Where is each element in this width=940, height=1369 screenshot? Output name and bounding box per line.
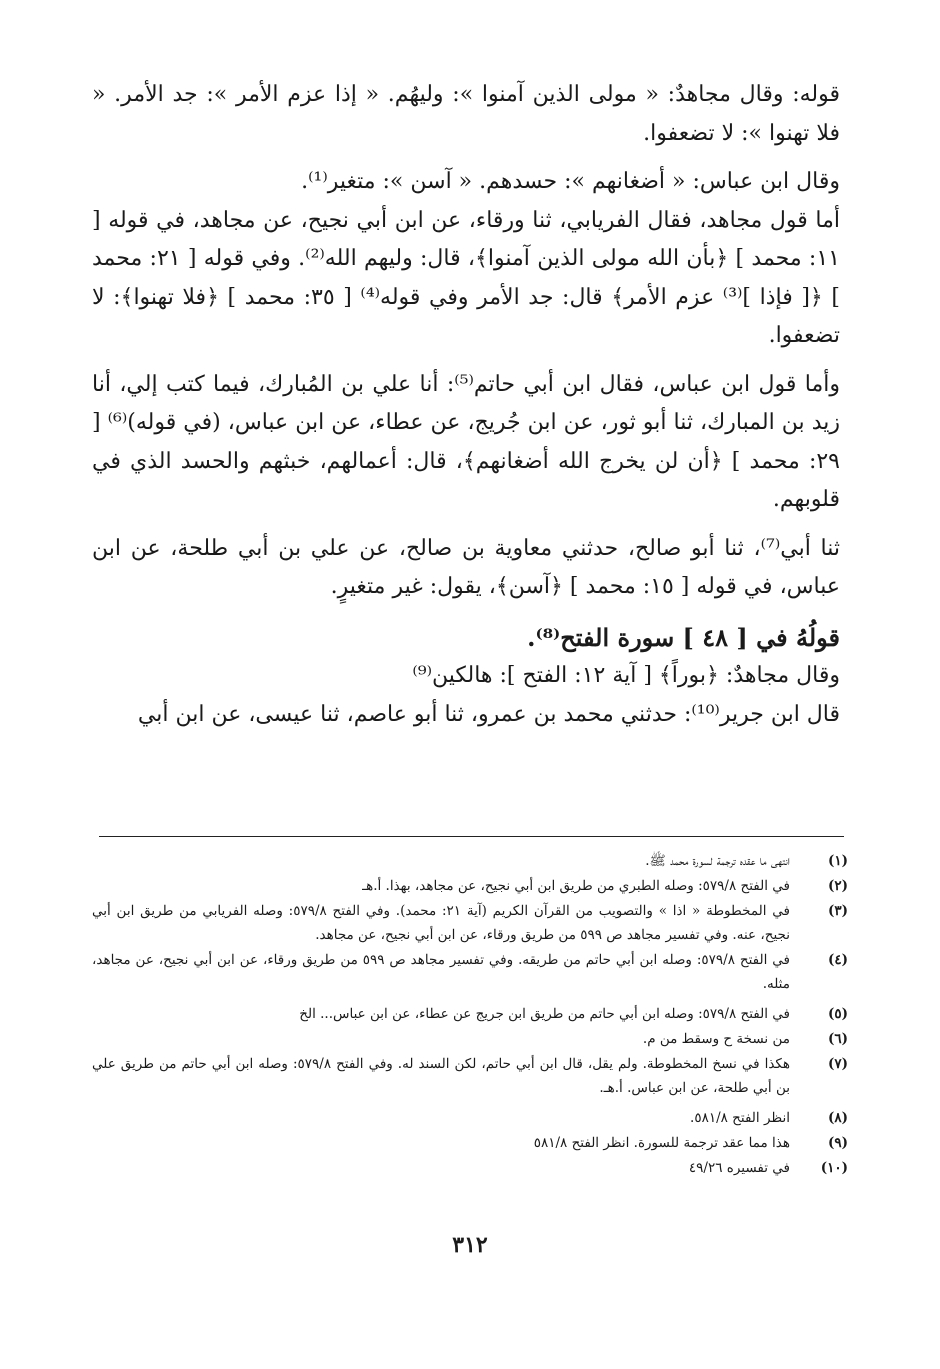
paragraph-7: قال ابن جرير⁽¹⁰⁾: حدثني محمد بن عمرو، ثنا أبو عاصم، ثنا عيسى، عن ابن أبي [137, 701, 840, 727]
footnote-text: في الفتح ٥٧٩/٨: وصله ابن أبي حاتم من طريقه. وفي تفسير مجاهد ص ٥٩٩ من طريق ورقاء، عن ابن أبي نجيح، عن مجاهد، مثله. [92, 952, 790, 992]
footnote [92, 1002, 848, 1026]
page-number: ٣١٢ [452, 1232, 488, 1258]
footnote-text: هذا مما عقد ترجمة للسورة. انظر الفتح ٥٨١/٨ [533, 1135, 790, 1151]
footnote-text: هكذا في نسخ المخطوطة. ولم يقل، قال ابن أبي حاتم، لكن السند له. وفي الفتح ٥٧٩/٨: وصله ابن أبي حاتم من طريق علي بن أبي طلحة، عن ابن عباس. أ.هـ. [92, 1056, 790, 1096]
footnote [92, 1027, 848, 1051]
footnote-text: في الفتح ٥٧٩/٨: وصله ابن أبي حاتم من طريق ابن جريج عن عطاء، عن ابن عباس... الخ [299, 1006, 790, 1022]
paragraph-3: أما قول مجاهد، فقال الفريابي، ثنا ورقاء، عن ابن أبي نجيح، عن مجاهد، في قوله [ ١١: محمد ] ﴿بأن الله مولى الذين آمنوا﴾، قال: وليهم الله⁽²⁾. وفي قوله [ ٢١: محمد ] ﴿[ فإذا ]⁽³⁾ عزم الأمر﴾ قال: جد الأمر وفي قوله⁽⁴⁾ [ ٣٥: محمد ] ﴿فلا تهنوا﴾: لا تضعفوا. [92, 207, 840, 348]
footnote-number: (٢) [827, 878, 848, 894]
footnote-number: (٣) [827, 903, 848, 919]
main-text [92, 76, 840, 734]
footnote-text: في الفتح ٥٧٩/٨: وصله الطبري من طريق ابن أبي نجيح، عن مجاهد، بهذا. أ.هـ [362, 878, 790, 894]
footnote-text: انتهى ما عقده ترجمة لسورة محمد ﷺ. [645, 853, 790, 869]
footnote-number: (١٠) [820, 1160, 848, 1176]
footnote [92, 899, 848, 947]
footnote-divider [99, 836, 844, 837]
footnote-text: من نسخة ح وسقط من م. [642, 1031, 790, 1047]
footnote [92, 1052, 848, 1100]
footnote-text: في تفسيره ٤٩/٢٦ [688, 1160, 790, 1176]
footnote [92, 874, 848, 898]
footnote [92, 1131, 848, 1155]
footnote [92, 1156, 848, 1180]
section-heading: قولُهُ في [ ٤٨ ] سورة الفتح⁽⁸⁾. [527, 622, 840, 652]
footnote-number: (٨) [827, 1110, 848, 1126]
footnote [92, 1106, 848, 1130]
footnote-text: انظر الفتح ٥٨١/٨. [690, 1110, 790, 1126]
paragraph-2: وقال ابن عباس: « أضغانهم »: حسدهم. « آسن »: متغير⁽¹⁾. [301, 169, 840, 194]
footnote-number: (١) [827, 853, 848, 869]
paragraph-1: قوله: وقال مجاهدٌ: « مولى الذين آمنوا »: وليهُم. « إذا عزم الأمر »: جد الأمر. « فلا تهنوا »: لا تضعفوا. [92, 82, 840, 146]
paragraph-4: وأما قول ابن عباس، فقال ابن أبي حاتم⁽⁵⁾: أنا علي بن المُبارك، فيما كتب إلي، أنا زيد بن المبارك، ثنا أبو ثور، عن ابن جُريج، عن عطاء، عن ابن عباس، (في قوله)⁽⁶⁾ [ ٢٩: محمد ] ﴿أن لن يخرج الله أضغانهم﴾، قال: أعمالهم، خبثهم والحسد الذي في قلوبهم. [92, 371, 840, 512]
footnote-number: (٥) [827, 1006, 848, 1022]
footnotes [92, 848, 848, 1180]
footnote [92, 849, 848, 873]
paragraph-5: ثنا أبي⁽⁷⁾، ثنا أبو صالح، حدثني معاوية بن صالح، عن علي بن أبي طلحة، عن ابن عباس، في قوله [ ١٥: محمد ] ﴿آسن﴾، يقول: غير متغيرٍ. [92, 535, 840, 599]
paragraph-6: وقال مجاهدٌ: ﴿بوراً﴾ [ آية ١٢: الفتح ]: هالكين⁽⁹⁾ [412, 663, 840, 688]
footnote-text: في المخطوطة « اذا » والتصويب من القرآن الكريم (آية ٢١: محمد). وفي الفتح ٥٧٩/٨: وصله الفريابي من طريق ابن أبي نجيح، عنه. وفي تفسير مجاهد ص ٥٩٩ من طريق ورقاء، عن ابن أبي نجيح، عن مجاهد. [92, 903, 790, 943]
footnote [92, 948, 848, 996]
footnote-number: (٦) [827, 1031, 848, 1047]
footnote-number: (٤) [827, 952, 848, 968]
footnote-number: (٩) [827, 1135, 848, 1151]
footnote-number: (٧) [827, 1056, 848, 1072]
